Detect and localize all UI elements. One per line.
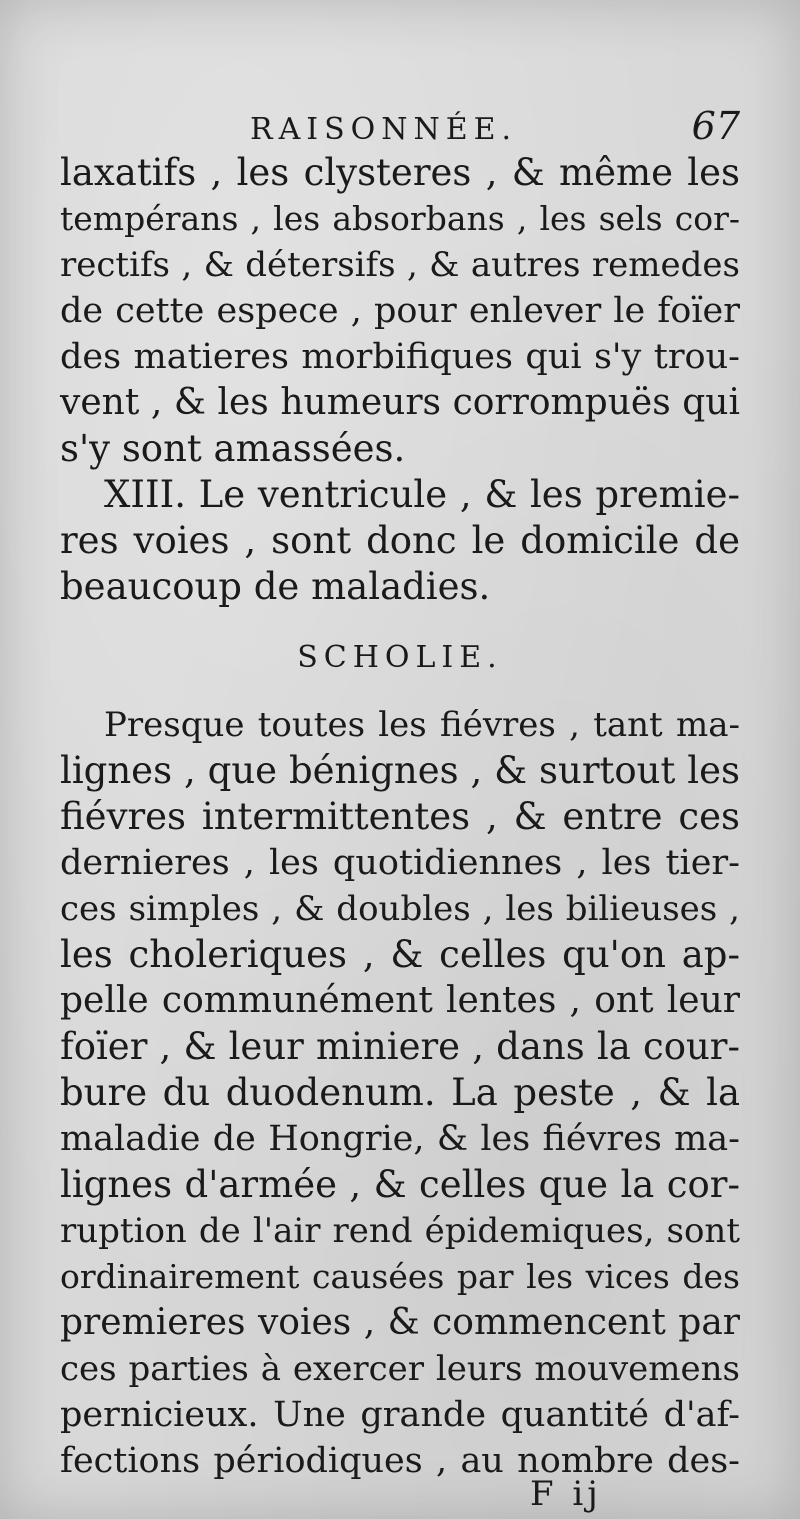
paragraph-line: foïer , & leur miniere , dans la cour-: [60, 1025, 740, 1068]
paragraph-line: XIII. Le ventricule , & les premie-: [104, 473, 740, 516]
paragraph-line: lignes d'armée , & celles que la cor-: [60, 1163, 740, 1206]
paragraph-line: fections périodiques , au nombre des-: [60, 1441, 740, 1481]
paragraph-line: s'y sont amassées.: [60, 427, 406, 470]
paragraph-line: rectifs , & détersifs , & autres remedes: [60, 245, 740, 285]
section-heading: SCHOLIE.: [297, 640, 503, 675]
paragraph-line: laxatifs , les clysteres , & même les: [60, 151, 740, 194]
paragraph-line: tempérans , les absorbans , les sels cor-: [60, 199, 740, 238]
paragraph-line: Presque toutes les fiévres , tant ma-: [104, 705, 740, 745]
paragraph-line: bure du duodenum. La peste , & la: [60, 1071, 740, 1114]
paragraph-line: premieres voies , & commencent par: [60, 1302, 740, 1343]
paragraph-line: ces simples , & doubles , les bilieuses ,: [60, 889, 740, 929]
paragraph-line: ces parties à exercer leurs mouvemens: [60, 1349, 740, 1389]
paragraph-line: lignes , que bénignes , & surtout les: [60, 749, 740, 792]
paragraph-line: ordinairement causées par les vices des: [60, 1257, 740, 1296]
page-number: 67: [691, 104, 740, 148]
paragraph-line: des matieres morbifiques qui s'y trou-: [60, 337, 740, 377]
paragraph-line: fiévres intermittentes , & entre ces: [60, 795, 740, 838]
paragraph-line: beaucoup de maladies.: [60, 565, 491, 608]
paragraph-line: de cette espece , pour enlever le foïer: [60, 291, 740, 331]
running-title: RAISONNÉE.: [250, 112, 518, 147]
paragraph-line: pernicieux. Une grande quantité d'af-: [60, 1395, 740, 1435]
paragraph-line: ruption de l'air rend épidemiques, sont: [60, 1211, 740, 1251]
paragraph-line: maladie de Hongrie, & les fiévres ma-: [60, 1119, 740, 1159]
paragraph-line: res voies , sont donc le domicile de: [60, 519, 740, 562]
running-head: [60, 104, 740, 152]
paragraph-line: vent , & les humeurs corrompuës qui: [60, 382, 740, 423]
signature-mark: F ij: [530, 1474, 602, 1514]
paragraph-line: les choleriques , & celles qu'on ap-: [60, 933, 740, 976]
body-text-scholie: [60, 702, 740, 1484]
body-text-top: [60, 150, 740, 610]
paragraph-line: dernieres , les quotidiennes , les tier-: [60, 843, 740, 883]
paragraph-line: pelle communément lentes , ont leur: [60, 980, 740, 1021]
